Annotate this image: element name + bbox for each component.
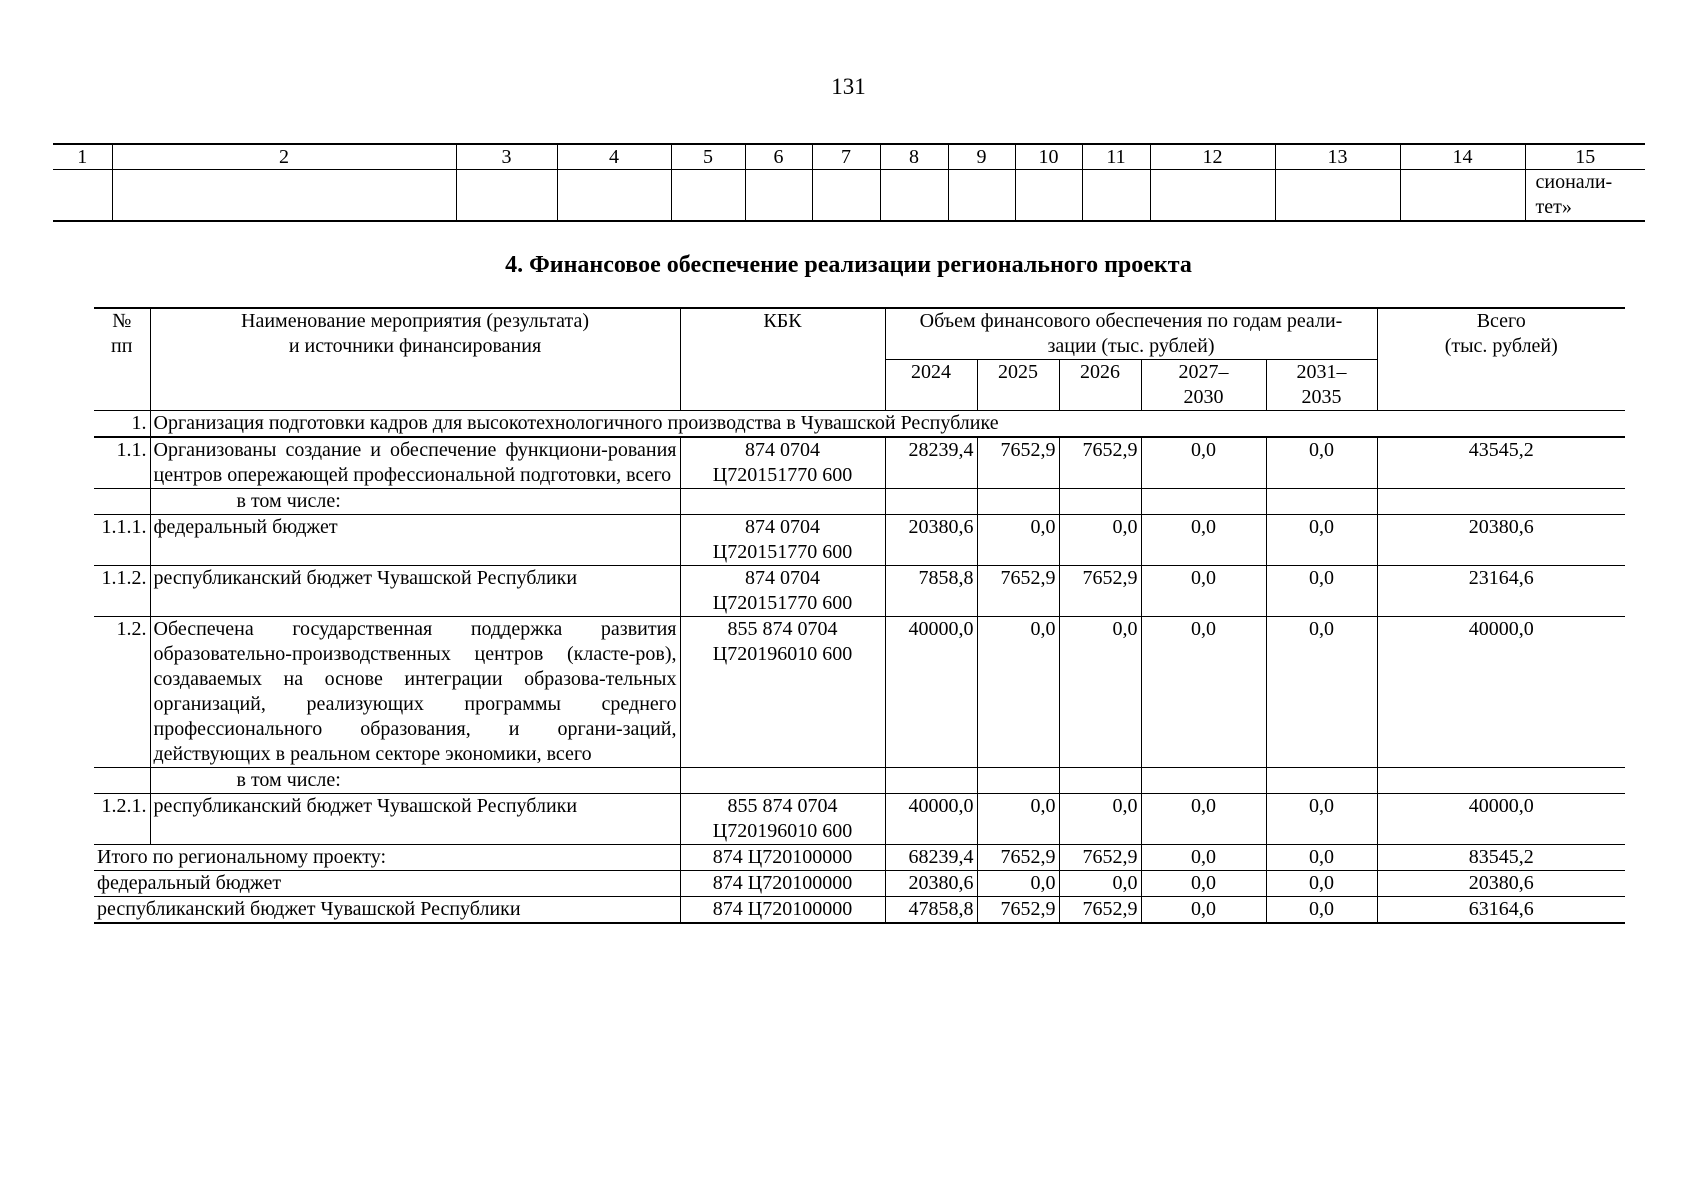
total-value: 20380,6 xyxy=(1377,515,1625,566)
header-year: 2025 xyxy=(977,360,1059,411)
total-value: 63164,6 xyxy=(1377,897,1625,924)
empty-cell xyxy=(1275,170,1400,222)
year-value: 0,0 xyxy=(977,515,1059,566)
total-value: 40000,0 xyxy=(1377,617,1625,768)
section-name: Организация подготовки кадров для высокотехнологичного производства в Чувашской Республике xyxy=(150,411,1625,438)
year-value: 0,0 xyxy=(1141,437,1266,489)
year-value: 0,0 xyxy=(1141,617,1266,768)
subheader-row xyxy=(94,489,1625,515)
year-value: 0,0 xyxy=(1059,871,1141,897)
year-value: 0,0 xyxy=(1141,566,1266,617)
finance-body xyxy=(94,437,1625,923)
header-kbk: КБК xyxy=(680,308,885,411)
year-value: 7858,8 xyxy=(885,566,977,617)
year-value: 47858,8 xyxy=(885,897,977,924)
year-value: 28239,4 xyxy=(885,437,977,489)
year-value: 0,0 xyxy=(1141,871,1266,897)
header-year: 2026 xyxy=(1059,360,1141,411)
year-value: 0,0 xyxy=(977,871,1059,897)
kbk-code: 874 Ц720100000 xyxy=(680,871,885,897)
table-row xyxy=(94,437,1625,489)
total-value: 83545,2 xyxy=(1377,845,1625,871)
empty-cell xyxy=(1377,768,1625,794)
empty-cell xyxy=(1059,768,1141,794)
col-number: 5 xyxy=(671,144,745,170)
header-num: № пп xyxy=(94,308,150,411)
header-row xyxy=(94,308,1625,360)
col-number: 1 xyxy=(53,144,112,170)
col-number: 11 xyxy=(1082,144,1150,170)
col-number: 13 xyxy=(1275,144,1400,170)
col-number: 9 xyxy=(948,144,1015,170)
row-name: федеральный бюджет xyxy=(150,515,680,566)
total-value: 20380,6 xyxy=(1377,871,1625,897)
year-value: 7652,9 xyxy=(977,437,1059,489)
empty-cell xyxy=(1141,489,1266,515)
year-value: 7652,9 xyxy=(977,566,1059,617)
totals-row xyxy=(94,871,1625,897)
header-year: 2027– 2030 xyxy=(1141,360,1266,411)
totals-name: федеральный бюджет xyxy=(94,871,680,897)
kbk-code: 874 Ц720100000 xyxy=(680,845,885,871)
col-number: 3 xyxy=(456,144,557,170)
year-value: 68239,4 xyxy=(885,845,977,871)
row-name: Организованы создание и обеспечение функциони-рования центров опережающей профессиональной подготовки, всего xyxy=(150,437,680,489)
totals-row xyxy=(94,897,1625,924)
year-value: 40000,0 xyxy=(885,617,977,768)
year-value: 20380,6 xyxy=(885,515,977,566)
kbk-code: 874 0704 Ц720151770 600 xyxy=(680,515,885,566)
empty-cell xyxy=(53,170,112,222)
col-number: 10 xyxy=(1015,144,1082,170)
empty-cell xyxy=(880,170,948,222)
header-year: 2031– 2035 xyxy=(1266,360,1377,411)
year-value: 0,0 xyxy=(1266,515,1377,566)
year-value: 40000,0 xyxy=(885,794,977,845)
col-number: 12 xyxy=(1150,144,1275,170)
col-number: 15 xyxy=(1525,144,1645,170)
col-number: 14 xyxy=(1400,144,1525,170)
year-value: 7652,9 xyxy=(977,897,1059,924)
col-number: 6 xyxy=(745,144,812,170)
continuation-table xyxy=(53,143,1645,222)
continuation-row xyxy=(53,170,1645,222)
year-value: 7652,9 xyxy=(1059,437,1141,489)
empty-cell xyxy=(456,170,557,222)
year-value: 0,0 xyxy=(1141,515,1266,566)
finance-table xyxy=(94,307,1625,924)
year-value: 0,0 xyxy=(1266,897,1377,924)
subheader-row xyxy=(94,768,1625,794)
table-row xyxy=(94,617,1625,768)
year-value: 0,0 xyxy=(1059,794,1141,845)
row-number: 1.1. xyxy=(94,437,150,489)
row-number: 1.2. xyxy=(94,617,150,768)
kbk-code: 874 Ц720100000 xyxy=(680,897,885,924)
empty-cell xyxy=(1141,768,1266,794)
empty-cell xyxy=(977,489,1059,515)
empty-cell xyxy=(1377,489,1625,515)
empty-cell xyxy=(94,768,150,794)
section-title: 4. Финансовое обеспечение реализации регионального проекта xyxy=(505,252,1192,278)
page-number: 131 xyxy=(831,74,866,99)
empty-cell xyxy=(1400,170,1525,222)
empty-cell xyxy=(1059,489,1141,515)
year-value: 0,0 xyxy=(1266,794,1377,845)
total-value: 43545,2 xyxy=(1377,437,1625,489)
year-value: 7652,9 xyxy=(1059,897,1141,924)
col-number: 7 xyxy=(812,144,880,170)
header-year: 2024 xyxy=(885,360,977,411)
kbk-code: 855 874 0704 Ц720196010 600 xyxy=(680,794,885,845)
year-value: 7652,9 xyxy=(977,845,1059,871)
col-number: 2 xyxy=(112,144,456,170)
kbk-code: 855 874 0704 Ц720196010 600 xyxy=(680,617,885,768)
column-number-row xyxy=(53,144,1645,170)
year-value: 0,0 xyxy=(1059,617,1141,768)
continuation-text: сионали- тет» xyxy=(1525,170,1645,222)
empty-cell xyxy=(977,768,1059,794)
row-name: Обеспечена государственная поддержка развития образовательно-производственных центров (класте-ров), создаваемых на основе интеграции образова-тельных организаций, реализующих программы среднего профессионального образования, и органи-заций, действующих в реальном секторе экономики, всего xyxy=(150,617,680,768)
year-value: 7652,9 xyxy=(1059,845,1141,871)
empty-cell xyxy=(112,170,456,222)
row-number: 1.2.1. xyxy=(94,794,150,845)
totals-row xyxy=(94,845,1625,871)
empty-cell xyxy=(680,489,885,515)
row-number: 1. xyxy=(94,411,150,438)
col-number: 4 xyxy=(557,144,671,170)
empty-cell xyxy=(1082,170,1150,222)
year-value: 0,0 xyxy=(1266,617,1377,768)
empty-cell xyxy=(680,768,885,794)
header-name: Наименование мероприятия (результата) и источники финансирования xyxy=(150,308,680,411)
year-value: 0,0 xyxy=(1266,845,1377,871)
header-volume: Объем финансового обеспечения по годам реали- зации (тыс. рублей) xyxy=(885,308,1377,360)
header-total: Всего (тыс. рублей) xyxy=(1377,308,1625,411)
year-value: 0,0 xyxy=(977,617,1059,768)
total-value: 40000,0 xyxy=(1377,794,1625,845)
kbk-code: 874 0704 Ц720151770 600 xyxy=(680,566,885,617)
year-value: 0,0 xyxy=(1141,897,1266,924)
row-number: 1.1.2. xyxy=(94,566,150,617)
year-value: 20380,6 xyxy=(885,871,977,897)
empty-cell xyxy=(1266,489,1377,515)
section-row xyxy=(94,411,1625,438)
empty-cell xyxy=(885,489,977,515)
empty-cell xyxy=(885,768,977,794)
table-row xyxy=(94,794,1625,845)
totals-name: Итого по региональному проекту: xyxy=(94,845,680,871)
year-value: 0,0 xyxy=(1266,437,1377,489)
empty-cell xyxy=(1266,768,1377,794)
year-value: 0,0 xyxy=(977,794,1059,845)
table-row xyxy=(94,515,1625,566)
col-number: 8 xyxy=(880,144,948,170)
kbk-code: 874 0704 Ц720151770 600 xyxy=(680,437,885,489)
empty-cell xyxy=(1150,170,1275,222)
table-row xyxy=(94,566,1625,617)
year-value: 0,0 xyxy=(1266,871,1377,897)
year-value: 0,0 xyxy=(1059,515,1141,566)
totals-name: республиканский бюджет Чувашской Республики xyxy=(94,897,680,924)
empty-cell xyxy=(745,170,812,222)
empty-cell xyxy=(1015,170,1082,222)
empty-cell xyxy=(948,170,1015,222)
row-name: республиканский бюджет Чувашской Республики xyxy=(150,794,680,845)
subheader-label: в том числе: xyxy=(150,768,680,794)
empty-cell xyxy=(671,170,745,222)
empty-cell xyxy=(557,170,671,222)
empty-cell xyxy=(812,170,880,222)
year-value: 0,0 xyxy=(1141,845,1266,871)
empty-cell xyxy=(94,489,150,515)
total-value: 23164,6 xyxy=(1377,566,1625,617)
row-name: республиканский бюджет Чувашской Республики xyxy=(150,566,680,617)
subheader-label: в том числе: xyxy=(150,489,680,515)
year-value: 0,0 xyxy=(1141,794,1266,845)
row-number: 1.1.1. xyxy=(94,515,150,566)
year-value: 0,0 xyxy=(1266,566,1377,617)
year-value: 7652,9 xyxy=(1059,566,1141,617)
